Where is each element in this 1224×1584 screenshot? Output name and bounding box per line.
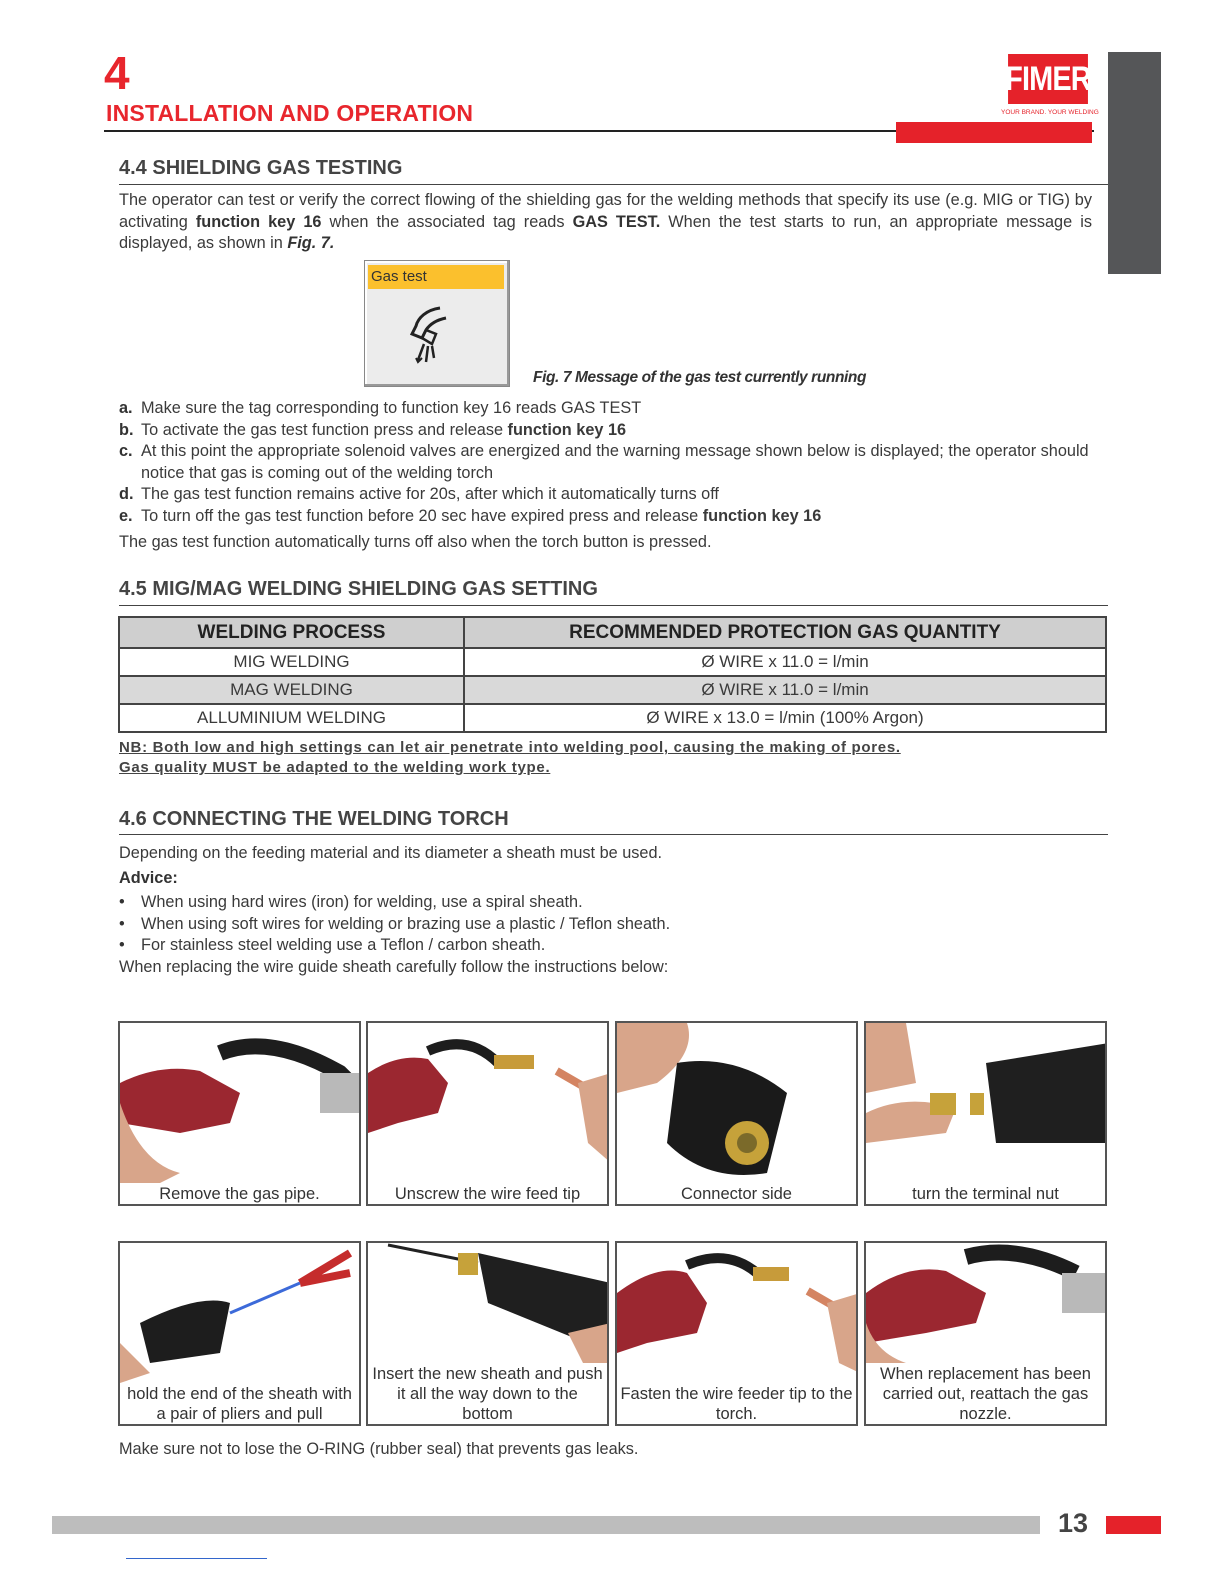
page-number: 13 (1058, 1508, 1089, 1538)
gas-torch-icon (396, 300, 468, 372)
photo-pull-sheath (118, 1241, 361, 1426)
section-44-intro: The operator can test or verify the correct flowing of the shielding gas for the welding methods that specify its use (e.g. MIG or TIG) by activating function key 16 when the associated tag reads GAS TEST. When the test starts to run, an appropriate message is displayed, as shown in Fig. 7. (119, 191, 1092, 252)
sheath-insert-photo-icon (368, 1243, 609, 1363)
table-row (119, 676, 1106, 704)
figure-7-caption: Fig. 7 Message of the gas test currently running (533, 369, 867, 386)
side-gray-tab (1108, 52, 1161, 274)
photo-insert-sheath (366, 1241, 609, 1426)
gas-test-steps (119, 398, 1099, 527)
section-46-title: 4.6 CONNECTING THE WELDING TORCH (119, 808, 509, 830)
photo-caption: Remove the gas pipe. (159, 1185, 320, 1203)
table-header-row (119, 617, 1106, 648)
footer-bar (52, 1516, 1040, 1534)
section-46-rule (119, 834, 1108, 835)
list-item: a. Make sure the tag corresponding to function key 16 reads GAS TEST (119, 399, 642, 417)
list-item: b. To activate the gas test function press and release function key 16 (119, 420, 627, 439)
list-item: c. At this point the appropriate solenoid valves are energized and the warning message shown below is displayed; the operator should notice that gas is coming out of the welding torch (119, 442, 1089, 482)
torch-fasten-photo-icon (617, 1243, 858, 1373)
table-cell: MAG WELDING (119, 676, 464, 704)
section-44-title: 4.4 SHIELDING GAS TESTING (119, 157, 403, 179)
list-item: d. The gas test function remains active for 20s, after which it automatically turns off (119, 485, 719, 503)
torch-nozzle-photo-icon (866, 1243, 1107, 1363)
section-45-rule (119, 605, 1108, 606)
photo-connector-side (615, 1021, 858, 1206)
list-item: • When using hard wires (iron) for welding, use a spiral sheath. (119, 893, 583, 911)
gas-test-closing: The gas test function automatically turns off also when the torch button is pressed. (119, 533, 712, 551)
table-cell: Ø WIRE x 11.0 = l/min (464, 676, 1106, 704)
connector-photo-icon (617, 1023, 858, 1183)
table-row (119, 648, 1106, 676)
gas-quantity-table (118, 616, 1107, 733)
section-46-intro: Depending on the feeding material and its diameter a sheath must be used. (119, 844, 663, 862)
table-cell: Ø WIRE x 11.0 = l/min (464, 648, 1106, 676)
chapter-title: INSTALLATION AND OPERATION (106, 100, 474, 126)
photo-caption: Insert the new sheath and push it all the way down to the bottom (372, 1365, 603, 1423)
logo-tagline: YOUR BRAND. YOUR WELDING (1001, 109, 1099, 116)
photo-reattach-nozzle (864, 1241, 1107, 1426)
gas-test-tag: Gas test (368, 265, 504, 289)
chapter-number: 4 (104, 47, 130, 99)
photo-unscrew-tip (366, 1021, 609, 1206)
list-item: e. To turn off the gas test function before 20 sec have expired press and release function key 16 (119, 506, 822, 525)
table-header: WELDING PROCESS (119, 617, 464, 648)
photo-caption: When replacement has been carried out, reattach the gas nozzle. (880, 1365, 1091, 1423)
list-item: • For stainless steel welding use a Teflon / carbon sheath. (119, 936, 546, 954)
torch-photo-icon (120, 1023, 361, 1183)
o-ring-note: Make sure not to lose the O-RING (rubber seal) that prevents gas leaks. (119, 1440, 639, 1458)
photo-remove-gas-pipe (118, 1021, 361, 1206)
photo-caption: Fasten the wire feeder tip to the torch. (620, 1385, 853, 1423)
table-cell: Ø WIRE x 13.0 = l/min (100% Argon) (464, 704, 1106, 732)
note-gas-quality: Gas quality MUST be adapted to the welding work type. (119, 759, 551, 776)
header-red-bar (896, 122, 1092, 143)
replace-note: When replacing the wire guide sheath carefully follow the instructions below: (119, 958, 669, 976)
pliers-photo-icon (120, 1243, 361, 1383)
list-item: • When using soft wires for welding or brazing use a plastic / Teflon sheath. (119, 914, 671, 933)
photo-fasten-tip (615, 1241, 858, 1426)
table-row (119, 704, 1106, 732)
terminal-nut-photo-icon (866, 1023, 1107, 1183)
torch-tip-photo-icon (368, 1023, 609, 1183)
advice-list (119, 892, 1099, 957)
photo-caption: turn the terminal nut (912, 1185, 1059, 1203)
table-cell: MIG WELDING (119, 648, 464, 676)
table-header: RECOMMENDED PROTECTION GAS QUANTITY (464, 617, 1106, 648)
note-pores: NB: Both low and high settings can let air penetrate into welding pool, causing the making of pores. (119, 739, 901, 756)
bottom-link-line (126, 1558, 267, 1559)
section-45-title: 4.5 MIG/MAG WELDING SHIELDING GAS SETTING (119, 578, 598, 600)
fimer-logo: FIMER (1008, 54, 1088, 104)
advice-label: Advice: (119, 869, 178, 887)
footer-red-block (1106, 1516, 1161, 1534)
section-44-rule (119, 184, 1108, 185)
photo-caption: hold the end of the sheath with a pair of pliers and pull (127, 1385, 352, 1423)
table-cell: ALLUMINIUM WELDING (119, 704, 464, 732)
photo-terminal-nut (864, 1021, 1107, 1206)
photo-caption: Unscrew the wire feed tip (394, 1185, 581, 1203)
photo-caption: Connector side (681, 1185, 792, 1203)
